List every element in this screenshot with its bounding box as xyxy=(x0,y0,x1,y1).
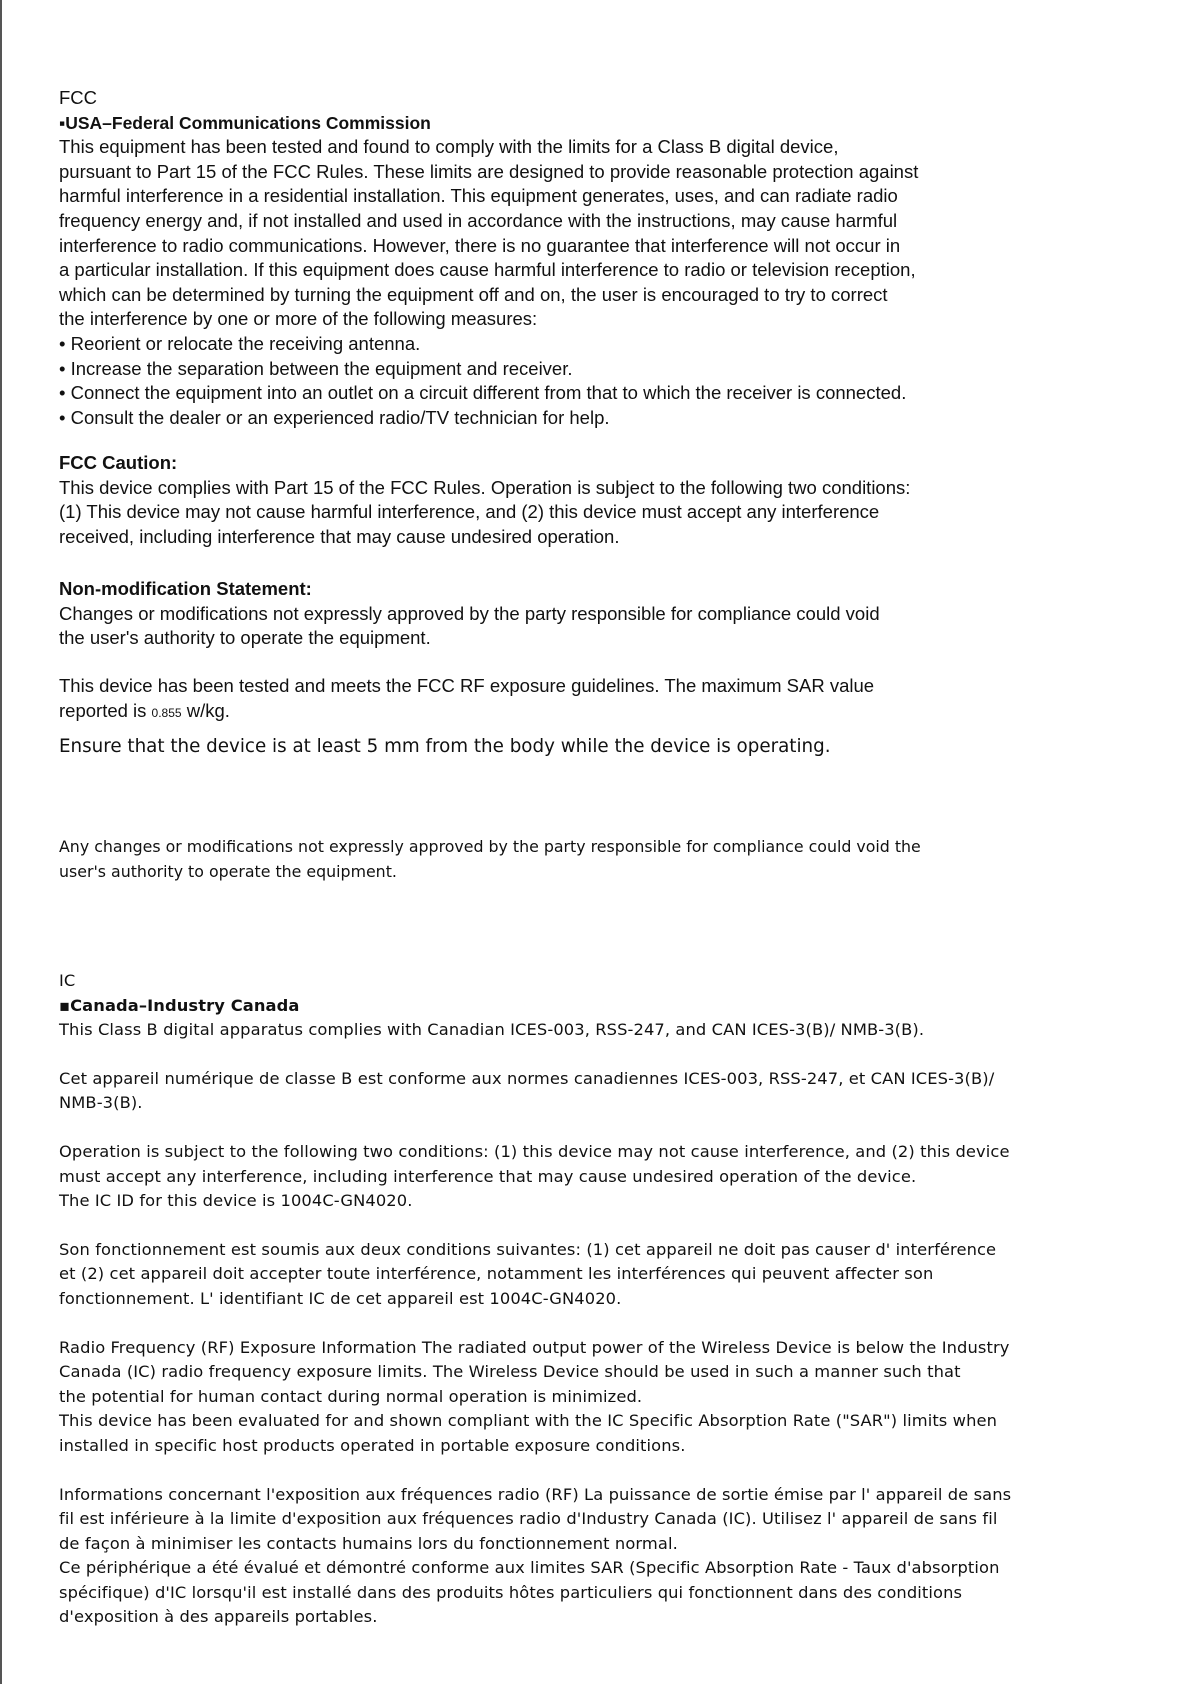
list-item: • Reorient or relocate the receiving antenna. xyxy=(59,332,421,354)
ic-paragraph xyxy=(59,1483,1149,1631)
ic-line: Son fonctionnement est soumis aux deux conditions suivantes: (1) cet appareil ne doit pas causer d' interférence xyxy=(59,1239,997,1259)
fcc-heading: ▪USA–Federal Communications Commission xyxy=(59,112,431,133)
paragraph-gap xyxy=(59,1459,1149,1483)
ic-line: This Class B digital apparatus complies with Canadian ICES-003, RSS-247, and CAN ICES-3(B)/ NMB-3(B). xyxy=(59,1020,925,1040)
ic-line: installed in specific host products operated in portable exposure conditions. xyxy=(59,1435,686,1455)
ic-paragraph xyxy=(59,1238,1149,1312)
fcc-intro-line: which can be determined by turning the equipment off and on, the user is encouraged to try to correct xyxy=(59,283,888,305)
fcc-caution-line: (1) This device may not cause harmful interference, and (2) this device must accept any interference xyxy=(59,501,880,523)
paragraph-gap xyxy=(59,1043,1149,1067)
fcc-intro-paragraph xyxy=(59,135,1149,332)
ic-line: Operation is subject to the following two conditions: (1) this device may not cause interference, and (2) this device xyxy=(59,1141,1010,1161)
ic-line: must accept any interference, including interference that may cause undesired operation of the device. xyxy=(59,1166,917,1186)
fcc-caution-section xyxy=(59,451,1149,549)
ic-line: The IC ID for this device is 1004C-GN4020. xyxy=(59,1191,413,1211)
non-modification-line: the user's authority to operate the equipment. xyxy=(59,627,431,649)
ic-paragraph xyxy=(59,1140,1149,1214)
ic-section xyxy=(59,969,1149,1630)
paragraph-gap xyxy=(59,1312,1149,1336)
page-left-border xyxy=(0,0,2,1684)
fcc-intro-line: This equipment has been tested and found to comply with the limits for a Class B digital device, xyxy=(59,136,839,158)
list-item: • Consult the dealer or an experienced radio/TV technician for help. xyxy=(59,406,610,428)
paragraph-gap xyxy=(59,1116,1149,1140)
ic-line: et (2) cet appareil doit accepter toute interférence, notamment les interférences qui peuvent affecter son xyxy=(59,1264,934,1284)
fcc-label: FCC xyxy=(59,87,98,108)
list-item: • Connect the equipment into an outlet on a circuit different from that to which the receiver is connected. xyxy=(59,382,907,404)
ic-line: d'exposition à des appareils portables. xyxy=(59,1607,378,1627)
any-changes-statement xyxy=(59,834,1149,884)
sar-prefix: reported is xyxy=(59,699,152,721)
ic-line: Cet appareil numérique de classe B est conforme aux normes canadiennes ICES-003, RSS-247, et CAN ICES-3(B)/ xyxy=(59,1068,995,1088)
ic-line: the potential for human contact during normal operation is minimized. xyxy=(59,1386,643,1406)
fcc-measures-list xyxy=(59,332,1149,430)
fcc-caution-heading: FCC Caution: xyxy=(59,452,178,473)
any-changes-line: user's authority to operate the equipment. xyxy=(59,862,397,881)
ic-line: This device has been evaluated for and shown compliant with the IC Specific Absorption Rate ("SAR") limits when xyxy=(59,1411,998,1431)
ic-paragraph xyxy=(59,1067,1149,1116)
non-modification-line: Changes or modifications not expressly approved by the party responsible for compliance could void xyxy=(59,602,880,624)
fcc-intro-line: a particular installation. If this equipment does cause harmful interference to radio or television reception, xyxy=(59,259,916,281)
ic-paragraph xyxy=(59,1336,1149,1459)
ic-line: fil est inférieure à la limite d'exposition aux fréquences radio d'Industry Canada (IC). Utilisez l' appareil de sans fil xyxy=(59,1509,998,1529)
non-modification-heading: Non-modification Statement: xyxy=(59,578,312,599)
fcc-intro-line: frequency energy and, if not installed and used in accordance with the instructions, may cause harmful xyxy=(59,209,898,231)
list-item: • Increase the separation between the equipment and receiver. xyxy=(59,357,573,379)
sar-value: 0.855 xyxy=(151,705,182,720)
ic-line: spécifique) d'IC lorsqu'il est installé dans des produits hôtes particuliers qui fonctionnent dans des conditions xyxy=(59,1582,963,1602)
ic-line: Canada (IC) radio frequency exposure limits. The Wireless Device should be used in such a manner such that xyxy=(59,1362,961,1382)
sar-line xyxy=(59,699,1149,726)
ic-line: fonctionnement. L' identifiant IC de cet appareil est 1004C-GN4020. xyxy=(59,1288,622,1308)
sar-unit: w/kg. xyxy=(181,699,230,721)
fcc-caution-line: received, including interference that may cause undesired operation. xyxy=(59,525,620,547)
fcc-intro-line: the interference by one or more of the following measures: xyxy=(59,308,538,330)
ic-line: Ce périphérique a été évalué et démontré conforme aux limites SAR (Specific Absorption Rate - Taux d'absorption xyxy=(59,1558,1000,1578)
ic-line: Informations concernant l'exposition aux fréquences radio (RF) La puissance de sortie émise par l' appareil de sans xyxy=(59,1484,1012,1504)
fcc-intro-line: pursuant to Part 15 of the FCC Rules. These limits are designed to provide reasonable protection against xyxy=(59,160,919,182)
ic-heading: ▪Canada–Industry Canada xyxy=(59,995,300,1015)
ic-line: NMB-3(B). xyxy=(59,1093,143,1113)
ensure-distance-statement xyxy=(59,736,1149,757)
ic-line: Radio Frequency (RF) Exposure Information The radiated output power of the Wireless Device is below the Industry xyxy=(59,1337,1010,1357)
ensure-line: Ensure that the device is at least 5 mm from the body while the device is operating. xyxy=(59,736,831,757)
paragraph-gap xyxy=(59,1214,1149,1238)
ic-paragraph xyxy=(59,1018,1149,1043)
fcc-section xyxy=(59,86,1149,430)
any-changes-line: Any changes or modifications not expressly approved by the party responsible for compliance could void the xyxy=(59,837,921,856)
fcc-caution-line: This device complies with Part 15 of the FCC Rules. Operation is subject to the following two conditions: xyxy=(59,476,911,498)
ic-label: IC xyxy=(59,971,76,990)
ic-line: de façon à minimiser les contacts humains lors du fonctionnement normal. xyxy=(59,1533,678,1553)
sar-section xyxy=(59,674,1149,725)
sar-line: This device has been tested and meets the FCC RF exposure guidelines. The maximum SAR value xyxy=(59,675,875,696)
non-modification-section xyxy=(59,577,1149,651)
fcc-intro-line: harmful interference in a residential installation. This equipment generates, uses, and can radiate radio xyxy=(59,185,898,207)
fcc-intro-line: interference to radio communications. However, there is no guarantee that interference will not occur in xyxy=(59,234,901,256)
